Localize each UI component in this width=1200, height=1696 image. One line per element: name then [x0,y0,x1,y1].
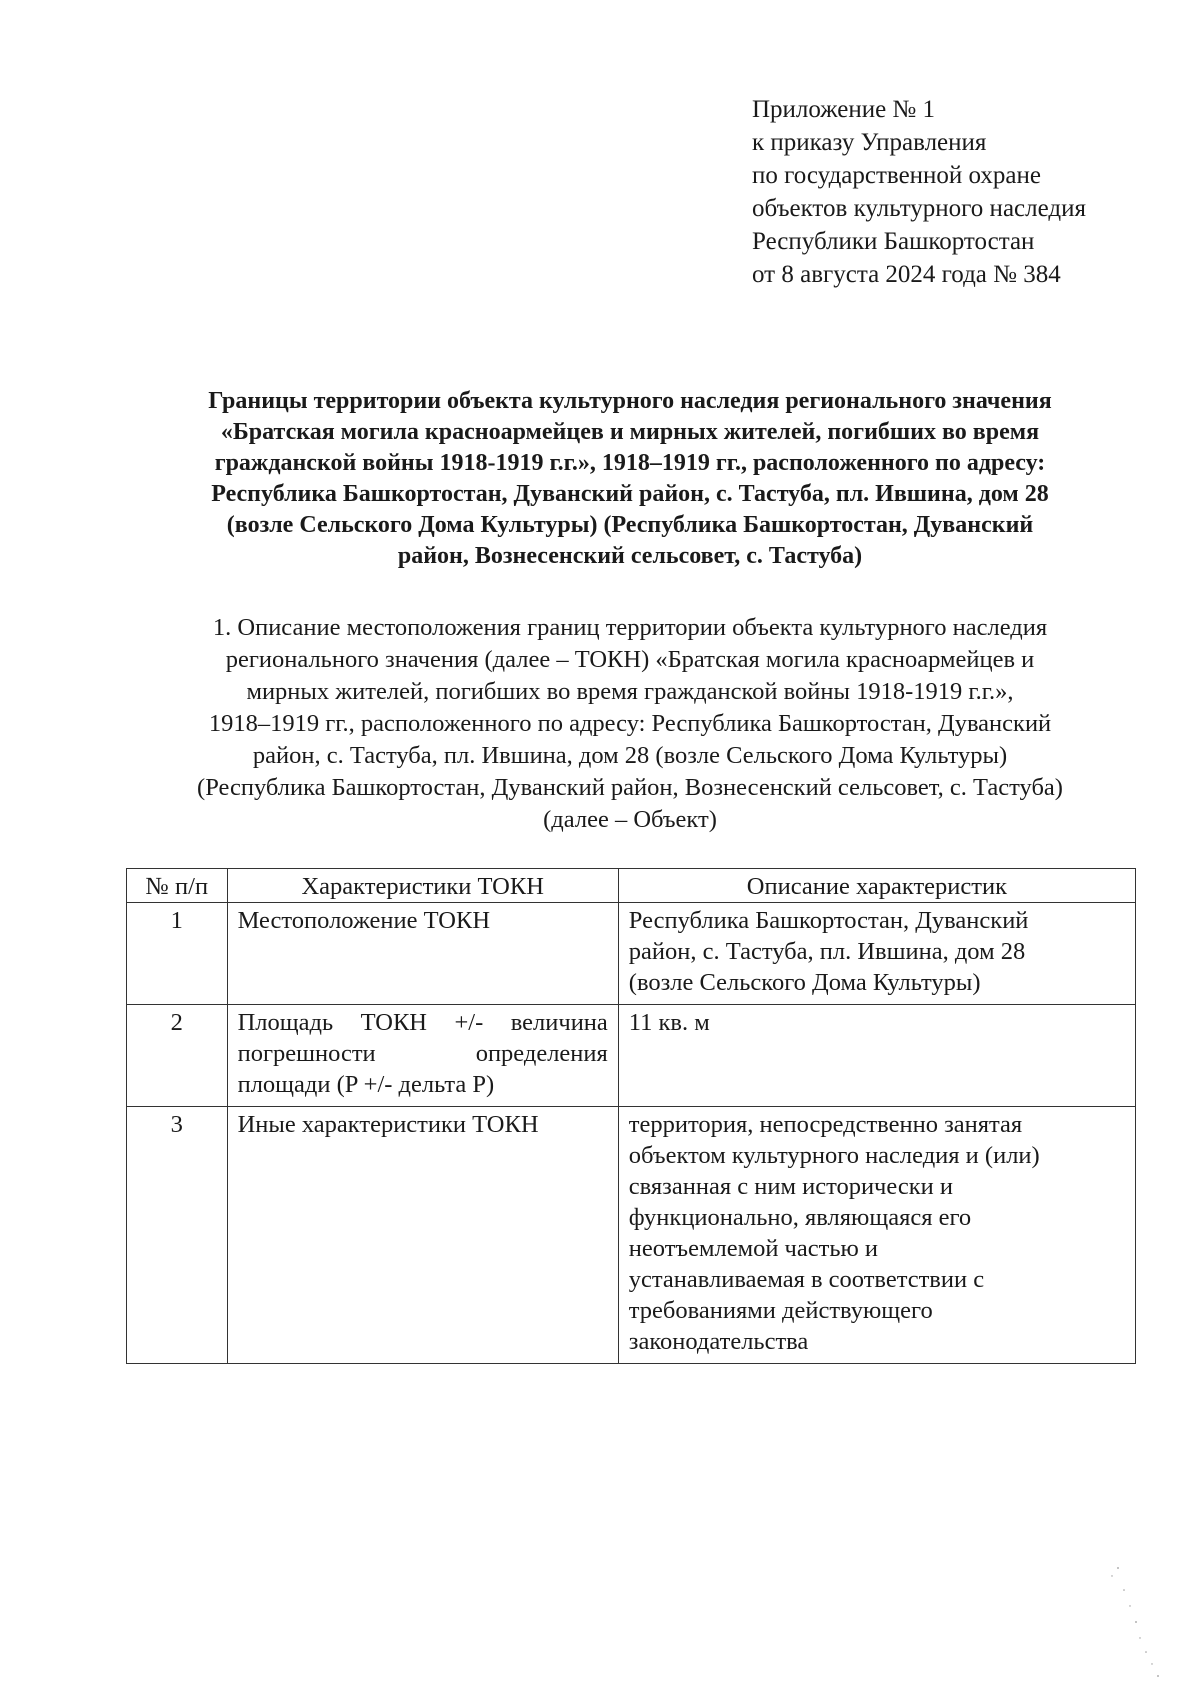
section-line: (далее – Объект) [543,806,717,833]
table-row [127,1107,1136,1364]
description-line: территория, непосредственно занятая [628,1111,1023,1138]
section-1-description [110,612,1150,836]
scan-artifact-marks [1100,1560,1190,1690]
description-line: требованиями действующего [628,1297,933,1324]
description-line: функционально, являющаяся его [628,1204,972,1231]
description-line: Республика Башкортостан, Дуванский [628,907,1029,934]
row-description [618,1005,1135,1107]
row-number: 2 [127,1005,228,1107]
title-line: гражданской войны 1918-1919 г.г.», 1918–1919 гг., расположенного по адресу: [214,450,1046,476]
section-line: (Республика Башкортостан, Дуванский район, Вознесенский сельсовет, с. Тастуба) [197,774,1063,801]
row-characteristic: Местоположение ТОКН [227,903,618,1005]
section-line: район, с. Тастуба, пл. Ившина, дом 28 (возле Сельского Дома Культуры) [252,742,1008,769]
document-title [120,386,1140,572]
title-line: (возле Сельского Дома Культуры) (Республика Башкортостан, Дуванский [226,512,1034,538]
title-line: район, Вознесенский сельсовет, с. Тастуба) [397,543,863,569]
row-description [618,903,1135,1005]
appendix-line: объектов культурного наследия [752,195,1086,222]
description-line: (возле Сельского Дома Культуры) [628,969,981,996]
title-line: Границы территории объекта культурного наследия регионального значения [208,388,1052,414]
section-line: регионального значения (далее – ТОКН) «Братская могила красноармейцев и [225,646,1035,673]
description-line: неотъемлемой частью и [628,1235,879,1262]
description-line: устанавливаемая в соответствии с [628,1266,985,1293]
appendix-line: по государственной охране [752,162,1042,189]
section-line: мирных жителей, погибших во время гражданской войны 1918-1919 г.г.», [246,678,1014,705]
column-header-description: Описание характеристик [618,869,1135,903]
appendix-line: Республики Башкортостан [752,228,1035,255]
tokn-characteristics-table [126,868,1136,1364]
appendix-line: к приказу Управления [752,129,987,156]
description-line: связанная с ним исторически и [628,1173,953,1200]
column-header-characteristic: Характеристики ТОКН [227,869,618,903]
table-header-row [127,869,1136,903]
description-line: законодательства [628,1328,809,1355]
description-line: объектом культурного наследия и (или) [628,1142,1040,1169]
appendix-line: от 8 августа 2024 года № 384 [752,261,1061,288]
appendix-line: Приложение № 1 [752,96,936,123]
row-number: 3 [127,1107,228,1364]
description-line: 11 кв. м [628,1009,710,1036]
table-row [127,903,1136,1005]
title-line: «Братская могила красноармейцев и мирных жителей, погибших во время [220,419,1040,445]
section-line: 1918–1919 гг., расположенного по адресу: Республика Башкортостан, Дуванский [208,710,1052,737]
appendix-header [752,93,1172,291]
description-line: район, с. Тастуба, пл. Ившина, дом 28 [628,938,1026,965]
row-description [618,1107,1135,1364]
title-line: Республика Башкортостан, Дуванский район, с. Тастуба, пл. Ившина, дом 28 [211,481,1049,507]
row-characteristic: Иные характеристики ТОКН [227,1107,618,1364]
row-number: 1 [127,903,228,1005]
section-line: 1. Описание местоположения границ территории объекта культурного наследия [212,614,1048,641]
row-characteristic: Площадь ТОКН +/- величина погрешности определения площади (P +/- дельта P) [227,1005,618,1107]
column-header-number: № п/п [127,869,228,903]
table-row [127,1005,1136,1107]
